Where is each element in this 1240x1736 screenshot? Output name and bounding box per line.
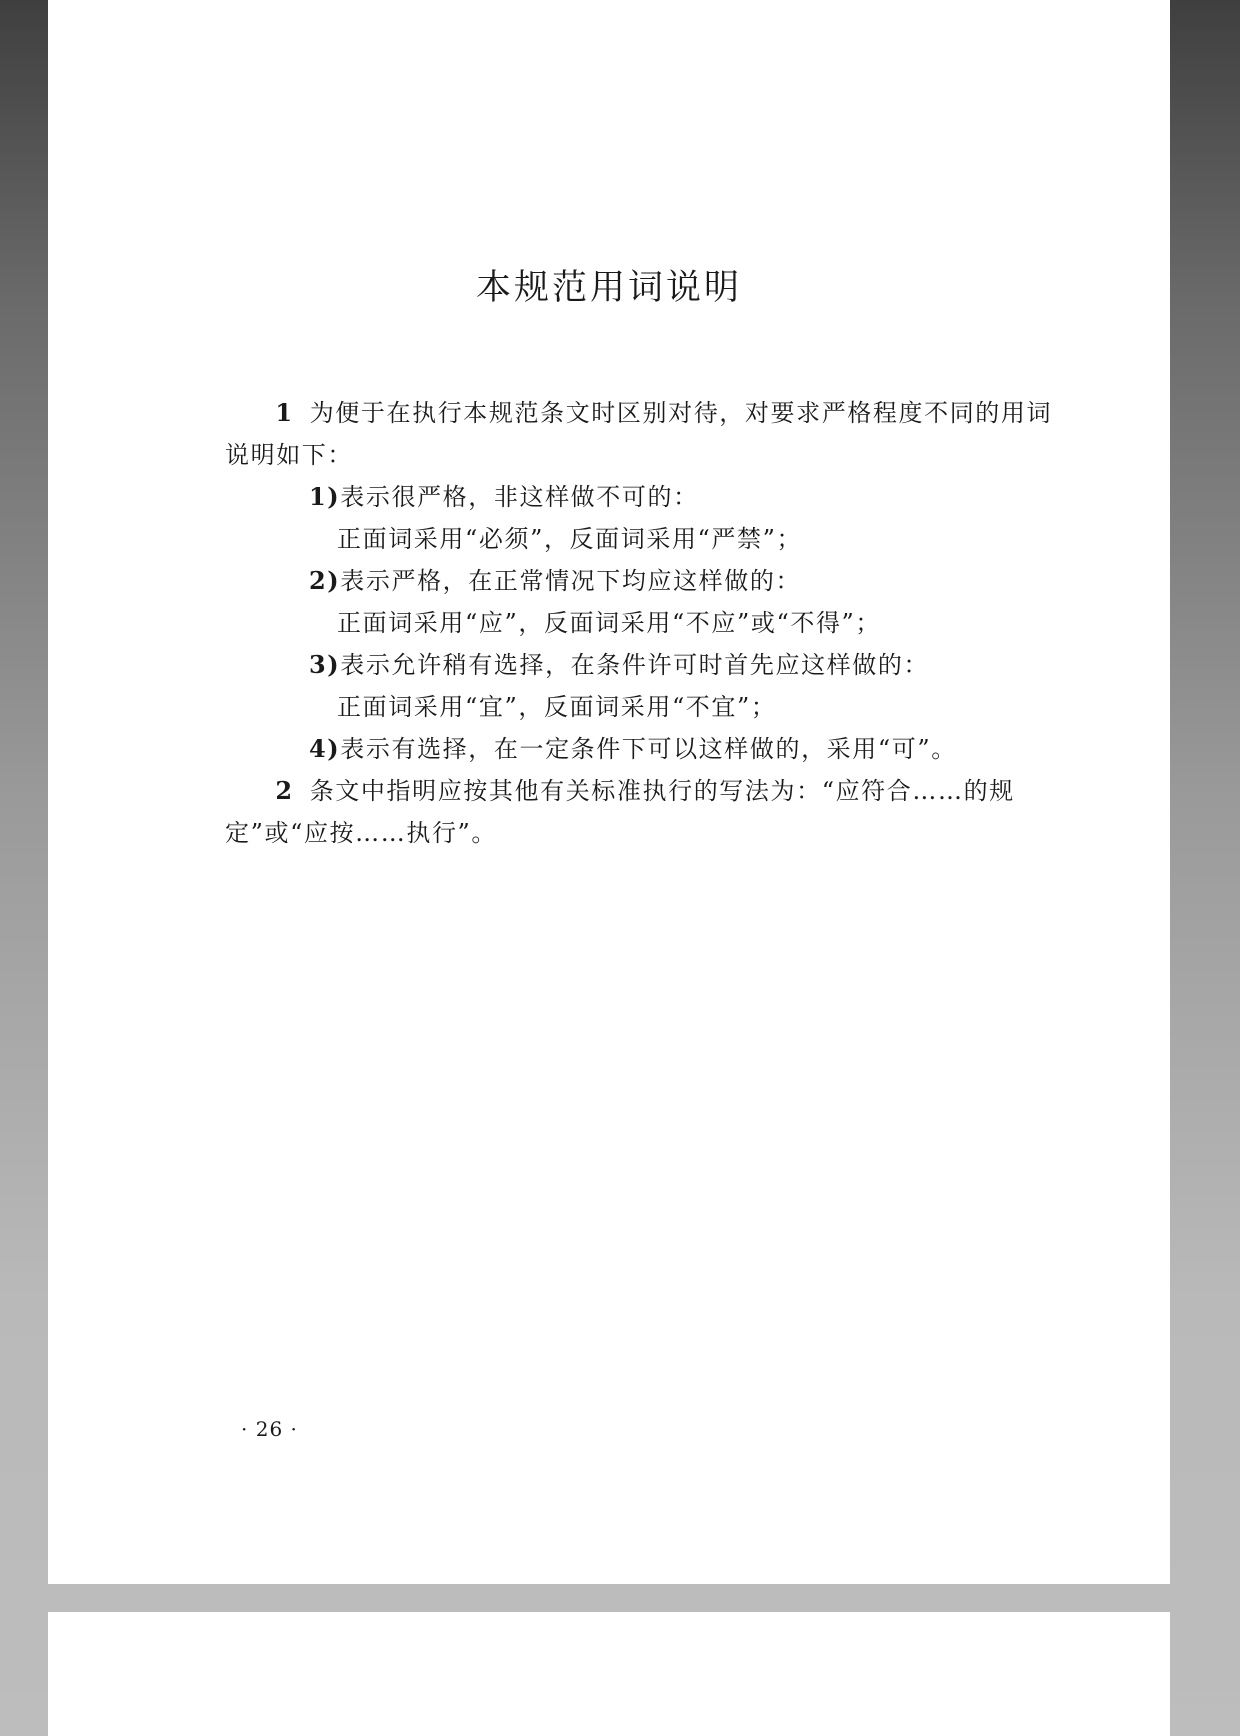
document-page [48,0,1170,1584]
list-item-3-detail: 正面词采用“宜”，反面词采用“不宜”； [337,693,777,721]
list-item-2-detail: 正面词采用“应”，反面词采用“不应”或“不得”； [337,609,882,637]
page-title: 本规范用词说明 [475,268,742,308]
item-text: 表示有选择，在一定条件下可以这样做的，采用“可”。 [340,735,957,763]
item-number: 1) [309,482,341,511]
list-item-2 [225,560,1065,602]
list-item-3 [225,644,1065,686]
clause-text: 为便于在执行本规范条文时区别对待，对要求严格程度不同的用词说明如下： [225,399,1053,469]
item-number: 3) [309,650,341,679]
item-number: 2) [309,566,341,595]
clause-number: 2 [275,776,294,805]
item-text: 表示很严格，非这样做不可的： [340,483,699,511]
clause-1 [225,392,1065,476]
list-item-4 [225,728,1065,770]
next-page [48,1612,1170,1736]
item-text: 表示严格，在正常情况下均应这样做的： [340,567,802,595]
page-number: · 26 · [241,1417,298,1441]
clause-2 [225,770,1065,854]
clause-text: 条文中指明应按其他有关标准执行的写法为：“应符合……的规定”或“应按……执行”。 [225,777,1015,847]
list-item-1-detail: 正面词采用“必须”，反面词采用“严禁”； [337,525,803,553]
item-number: 4) [309,734,341,763]
item-text: 表示允许稍有选择，在条件许可时首先应这样做的： [340,651,930,679]
clause-number: 1 [275,398,294,427]
document-body [225,392,1065,854]
list-item-1 [225,476,1065,518]
